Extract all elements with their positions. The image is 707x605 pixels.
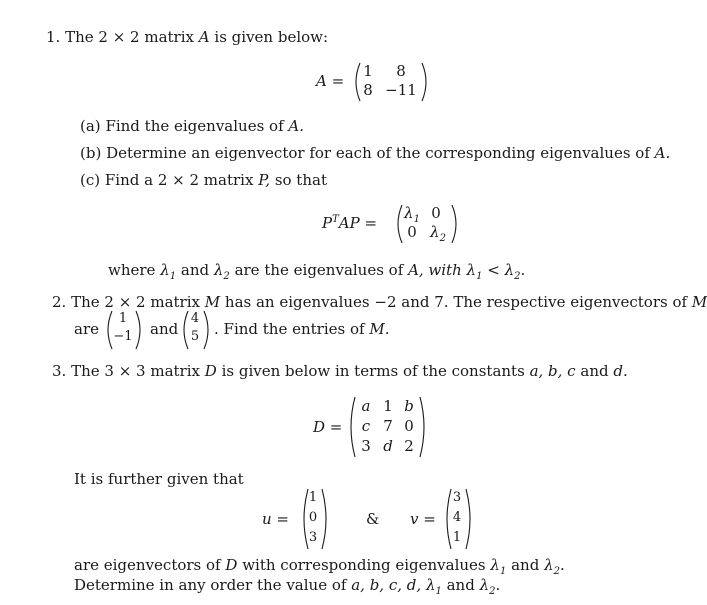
q3-matrix-left-paren bbox=[347, 396, 357, 458]
matrix-cell: 2 bbox=[404, 437, 414, 455]
u-right-paren bbox=[320, 488, 330, 550]
matrix-cell: 0 bbox=[404, 417, 414, 435]
vec-cell: 3 bbox=[308, 530, 318, 545]
q3-eq-lhs: D = bbox=[313, 418, 343, 436]
q3-further: It is further given that bbox=[74, 470, 244, 488]
v-lhs: v = bbox=[410, 510, 436, 528]
matrix-cell: b bbox=[404, 397, 414, 415]
q3-line1: 3. The 3 × 3 matrix D is given below in terms of the constants a, b, c and d. bbox=[52, 362, 628, 380]
q1b-sym: A. bbox=[654, 144, 671, 162]
q1a-text: Find the eigenvalues of bbox=[105, 117, 284, 135]
q1-intro-a: The 2 × 2 matrix bbox=[65, 28, 194, 46]
q2-vec2-right-paren bbox=[202, 310, 212, 350]
matrix-cell: d bbox=[383, 437, 393, 455]
q2-and: and bbox=[150, 320, 179, 338]
vec-cell: −1 bbox=[113, 329, 133, 344]
pap-rest: AP = bbox=[338, 214, 378, 232]
matrix-cell: 1 bbox=[363, 62, 373, 80]
q1b-line bbox=[80, 144, 670, 162]
q2-vec1-right-paren bbox=[134, 310, 144, 350]
q1-intro-b: is given below: bbox=[214, 28, 329, 46]
q1-intro-sym: A bbox=[198, 28, 210, 46]
pap-P: P bbox=[322, 214, 333, 232]
diag-cell: $\lambda_2$ bbox=[430, 223, 446, 244]
q1b-label: (b) bbox=[80, 144, 102, 162]
matrix-cell: 8 bbox=[396, 62, 406, 80]
q3-concl1: are eigenvectors of D with corresponding eigenvalues $\lambda_1$ and $\lambda_2$. bbox=[74, 556, 565, 577]
q1c-sym: P, bbox=[258, 171, 271, 189]
pap-lhs bbox=[322, 214, 377, 235]
pap-T: T bbox=[332, 214, 339, 225]
diag-cell: 0 bbox=[407, 223, 417, 241]
q1-number: 1. bbox=[46, 28, 61, 46]
q1-eq-lhs: A = bbox=[316, 72, 345, 90]
q2-line1: 2. The 2 × 2 matrix M has an eigenvalues −2 and 7. The respective eigenvectors of M bbox=[52, 293, 707, 311]
matrix-cell: 8 bbox=[363, 81, 373, 99]
u-lhs: u = bbox=[262, 510, 289, 528]
q1b-text: Determine an eigenvector for each of the corresponding eigenvalues of bbox=[106, 144, 650, 162]
amp: & bbox=[366, 510, 380, 528]
vec-cell: 0 bbox=[308, 510, 318, 525]
vec-cell: 1 bbox=[118, 311, 128, 326]
diag-cell: $\lambda_1$ bbox=[404, 204, 420, 225]
q1-line bbox=[46, 28, 328, 46]
matrix-cell: c bbox=[361, 417, 371, 435]
vec-cell: 3 bbox=[452, 490, 462, 505]
vec-cell: 4 bbox=[190, 311, 200, 326]
q1c-text-b: so that bbox=[274, 171, 327, 189]
vec-cell: 5 bbox=[190, 329, 200, 344]
v-right-paren bbox=[464, 488, 474, 550]
matrix-cell: a bbox=[361, 397, 371, 415]
q1c-line bbox=[80, 171, 327, 189]
matrix-cell: 7 bbox=[383, 417, 393, 435]
pap-right-paren bbox=[450, 204, 460, 244]
q1c-label: (c) bbox=[80, 171, 101, 189]
q3-concl2: Determine in any order the value of a, b, c, d, $\lambda_1$ and $\lambda_2$. bbox=[74, 576, 501, 597]
vec-cell: 4 bbox=[452, 510, 462, 525]
q1a-label: (a) bbox=[80, 117, 101, 135]
q3-number: 3. bbox=[52, 362, 67, 380]
q2-are: are bbox=[74, 320, 99, 338]
q1-where-line: where $\lambda_1$ and $\lambda_2$ are the eigenvalues of A, with $\lambda_1 < \lambda_2$. bbox=[108, 261, 526, 282]
matrix-cell: 1 bbox=[383, 397, 393, 415]
diag-cell: 0 bbox=[431, 204, 441, 222]
q3-matrix-right-paren bbox=[418, 396, 428, 458]
matrix-cell: 3 bbox=[361, 437, 371, 455]
q2-number: 2. bbox=[52, 293, 67, 311]
q1a-sym: A. bbox=[288, 117, 305, 135]
q2-line2-rest: . Find the entries of M. bbox=[214, 320, 390, 338]
vec-cell: 1 bbox=[452, 530, 462, 545]
q1-matrix-right-paren bbox=[420, 62, 430, 102]
q1a-line bbox=[80, 117, 304, 135]
vec-cell: 1 bbox=[308, 490, 318, 505]
q1c-text-a: Find a 2 × 2 matrix bbox=[104, 171, 254, 189]
matrix-cell: −11 bbox=[385, 81, 417, 99]
